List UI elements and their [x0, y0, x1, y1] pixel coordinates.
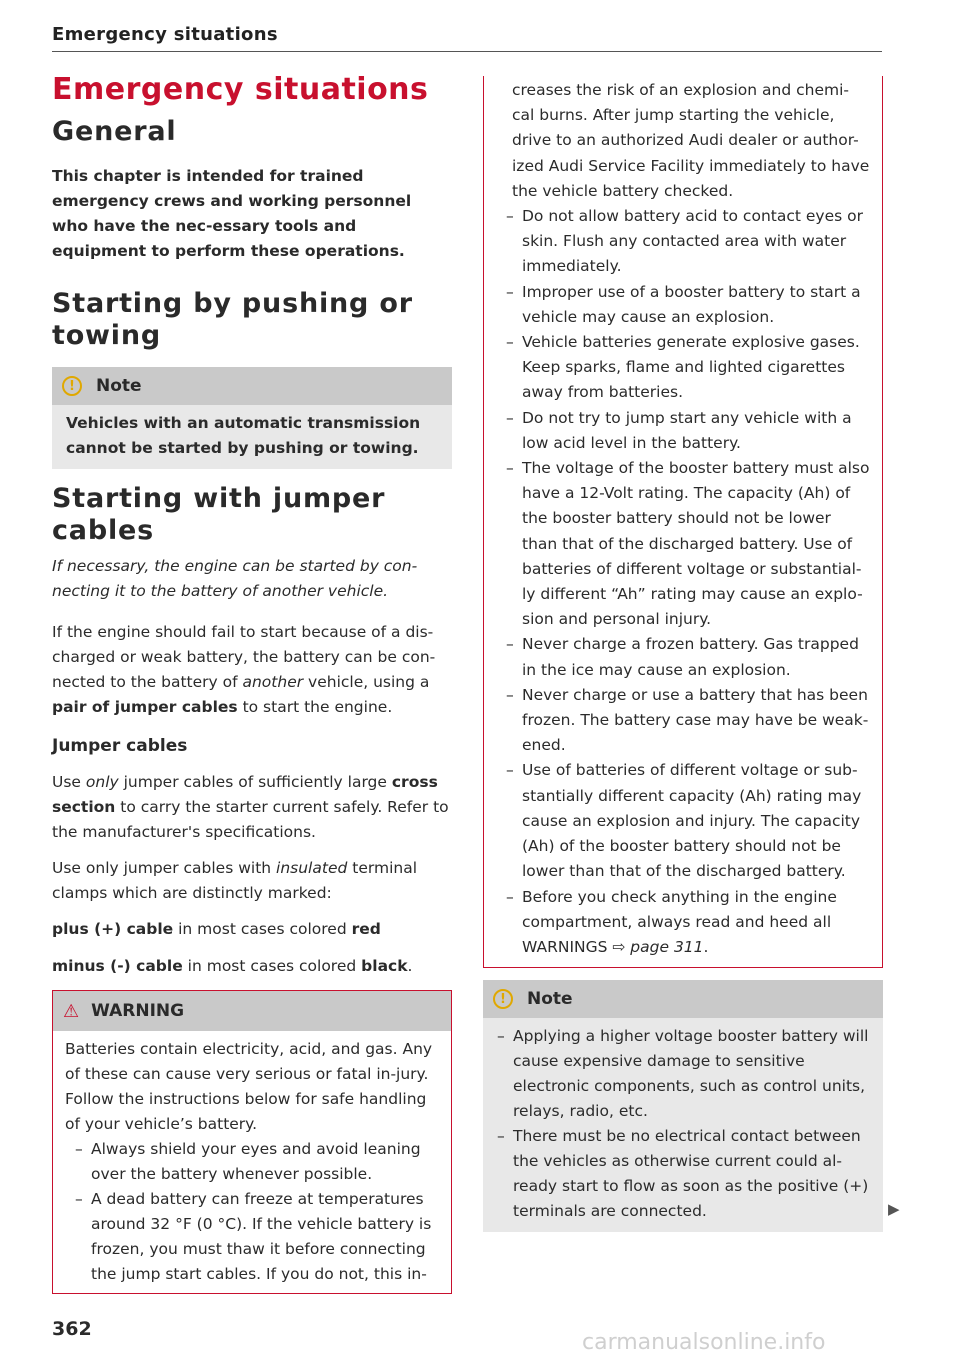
list-item: – A dead battery can freeze at temperatures around 32 °F (0 °C). If the vehicle battery is frozen, you must thaw it before connecting the jump start cables. If you do not, this in- [65, 1187, 439, 1287]
list-item: – Vehicle batteries generate explosive gases. Keep sparks, flame and lighted cigarettes away from batteries. [496, 330, 870, 406]
list-item: – Always shield your eyes and avoid leaning over the battery whenever possible. [65, 1137, 439, 1187]
warning-label: WARNING [91, 1001, 185, 1021]
continued-text: creases the risk of an explosion and chemi-cal burns. After jump starting the vehicle, drive to an authorized Audi dealer or author-ized Audi Service Facility immediately to have the vehicle battery checked. [512, 81, 870, 200]
note-box-pushing [52, 367, 452, 469]
page-reference-link[interactable]: ⇨ page 311 [612, 937, 704, 956]
chapter-title: Emergency situations [52, 72, 429, 107]
plus-cable-line: plus (+) cable in most cases colored red [52, 920, 381, 938]
list-item: – The voltage of the booster battery must also have a 12-Volt rating. The capacity (Ah) of the booster battery should not be lower than that of the discharged battery. Use of batteries of different voltage or substantial-ly different “Ah” rating may cause an explo-sion and personal injury. [496, 456, 870, 632]
exclamation-icon: ! [493, 989, 513, 1009]
note-box-electrical [483, 980, 883, 1232]
list-item: – Never charge or use a battery that has been frozen. The battery case may have be weak-ened. [496, 683, 870, 759]
warning-box [52, 990, 452, 1294]
list-item: – Do not try to jump start any vehicle with a low acid level in the battery. [496, 406, 870, 456]
note-text: Vehicles with an automatic transmission cannot be started by pushing or towing. [66, 414, 421, 457]
list-item: – Never charge a frozen battery. Gas trapped in the ice may cause an explosion. [496, 632, 870, 682]
list-item: – Improper use of a booster battery to start a vehicle may cause an explosion. [496, 280, 870, 330]
general-heading: General [52, 116, 177, 147]
continue-arrow-icon: ▶ [888, 1200, 900, 1218]
header-divider [52, 51, 882, 52]
list-item: – Do not allow battery acid to contact eyes or skin. Flush any contacted area with water immediately. [496, 204, 870, 280]
jumper-intro: If necessary, the engine can be started by con-necting it to the battery of another vehicle. [52, 557, 418, 600]
note-label: Note [96, 376, 142, 396]
page-number: 362 [52, 1318, 92, 1340]
paragraph-cross-section: Use only jumper cables of sufficiently large cross section to carry the starter current safely. Refer to the manufacturer's specifications. [52, 773, 449, 841]
paragraph-discharged: If the engine should fail to start because of a dis-charged or weak battery, the battery can be con-nected to the battery of another vehicle, using a pair of jumper cables to start the engine. [52, 623, 436, 716]
warning-box-continued [483, 76, 883, 968]
exclamation-icon: ! [62, 376, 82, 396]
intro-paragraph: This chapter is intended for trained emergency crews and working personnel who have the nec-essary tools and equipment to perform these operations. [52, 167, 412, 260]
list-item: – Applying a higher voltage booster battery will cause expensive damage to sensitive electronic components, such as control units, relays, radio, etc. [487, 1024, 869, 1124]
jumper-cables-subheading: Jumper cables [52, 736, 188, 756]
minus-cable-line: minus (-) cable in most cases colored black. [52, 957, 413, 975]
list-item: – Use of batteries of different voltage or sub-stantially different capacity (Ah) rating may cause an explosion and injury. The capacity (Ah) of the booster battery should not be lower than that of the discharged battery. [496, 758, 870, 884]
list-item: – There must be no electrical contact between the vehicles as otherwise current could al-ready start to flow as soon as the positive (+) terminals are connected. [487, 1124, 869, 1224]
jumper-heading: Starting with jumper cables [52, 483, 386, 546]
push-heading: Starting by pushing or towing [52, 288, 413, 351]
note-label: Note [527, 989, 573, 1009]
warning-triangle-icon: ⚠ [63, 1000, 80, 1022]
running-header: Emergency situations [52, 24, 278, 45]
paragraph-insulated: Use only jumper cables with insulated terminal clamps which are distinctly marked: [52, 859, 418, 902]
watermark: carmanualsonline.info [582, 1330, 826, 1355]
warning-text: Batteries contain electricity, acid, and gas. Any of these can cause very serious or fatal in-jury. Follow the instructions below for safe handling of your vehicle’s battery. [65, 1040, 433, 1133]
list-item: – Before you check anything in the engine compartment, always read and heed all WARNINGS ⇨ page 311. [496, 885, 870, 961]
